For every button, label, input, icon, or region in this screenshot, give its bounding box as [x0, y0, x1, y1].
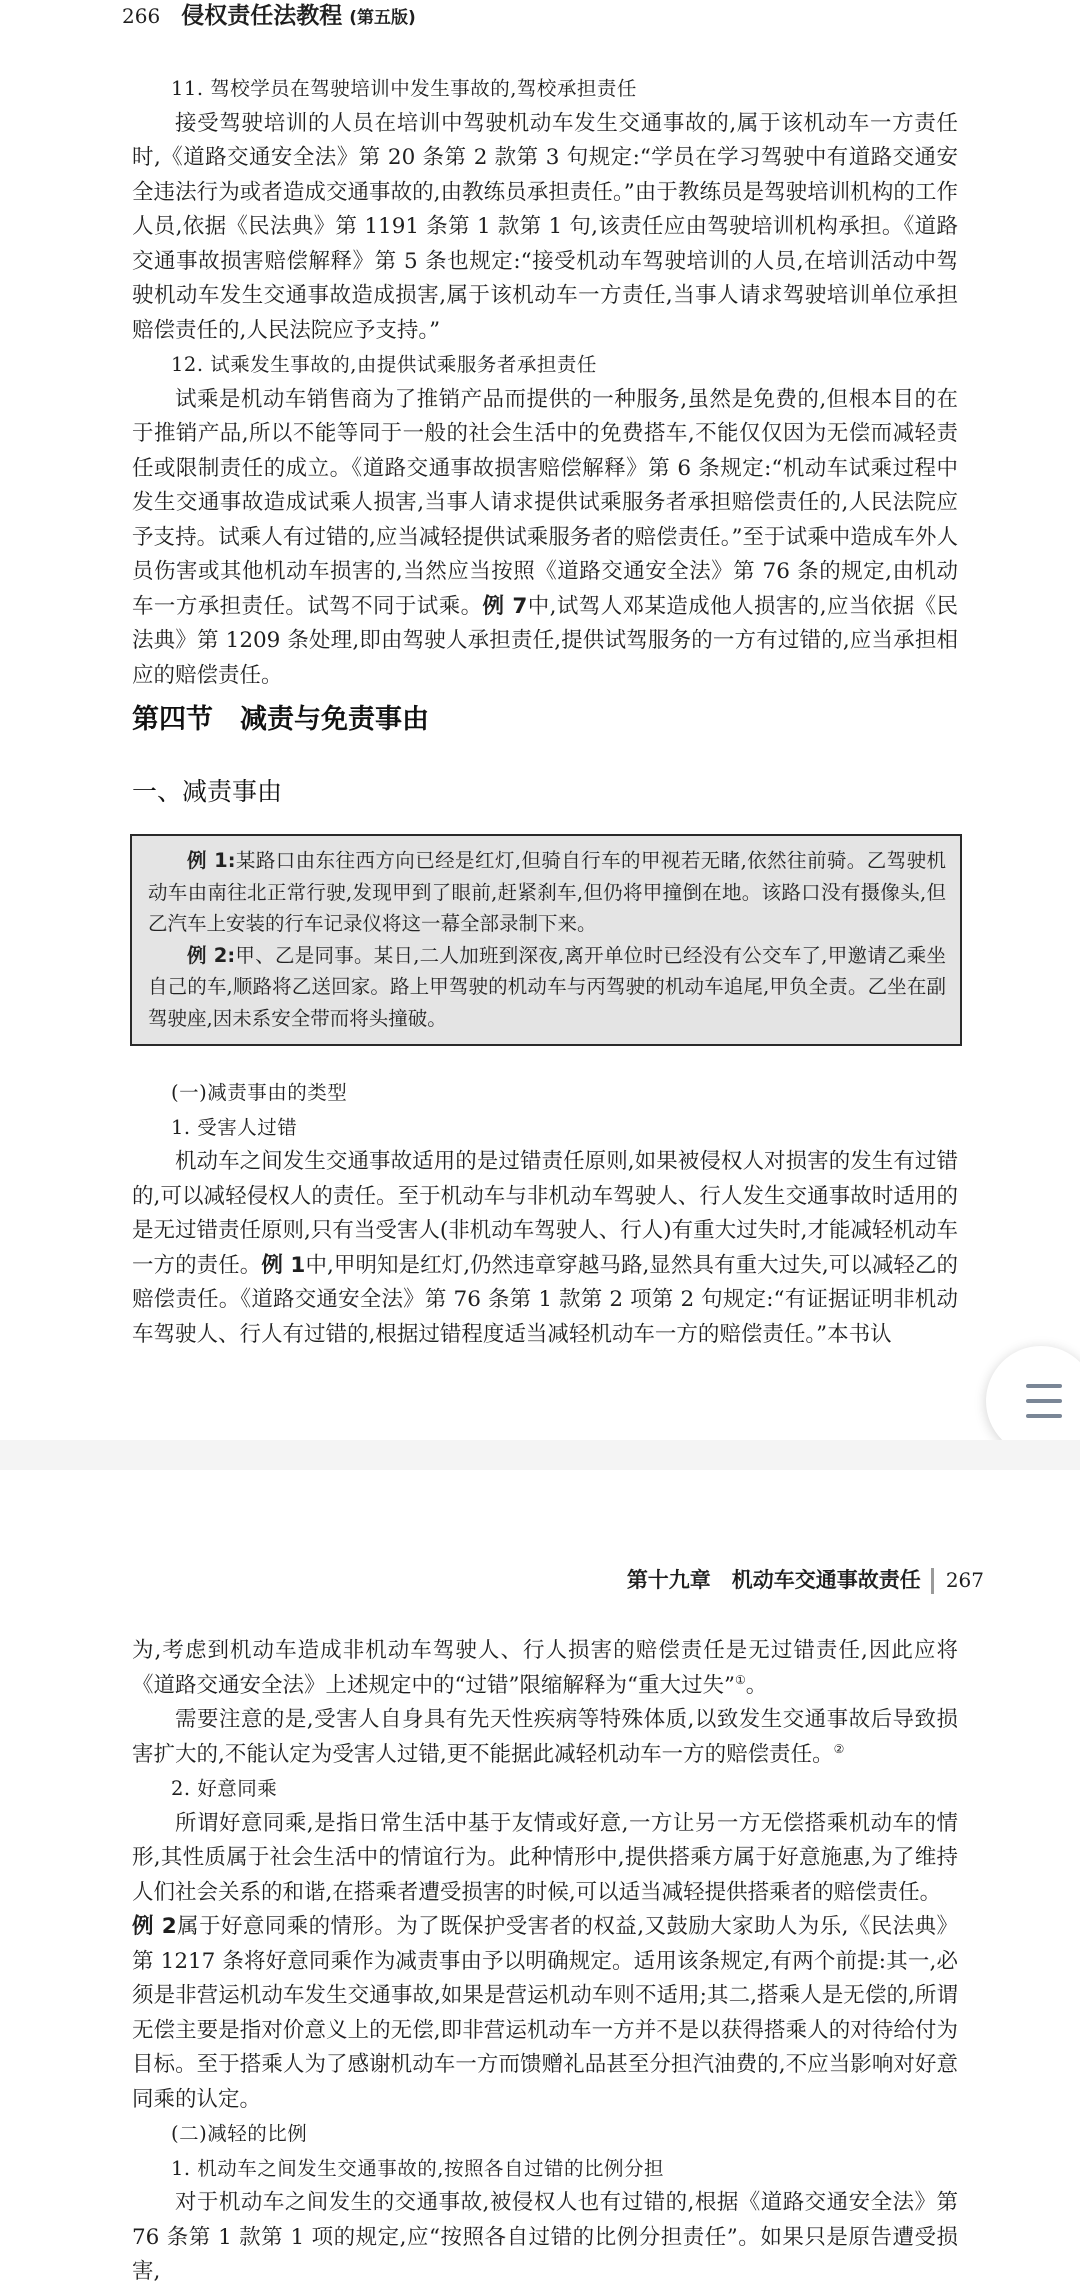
example-ref: 例 1: [261, 1252, 306, 1278]
page-number: 267: [945, 1568, 984, 1592]
item-12-title: 12. 试乘发生事故的,由提供试乘服务者承担责任: [171, 353, 597, 376]
types-heading: (一)减责事由的类型: [171, 1081, 348, 1104]
ratio-paragraph: 对于机动车之间发生的交通事故,被侵权人也有过错的,根据《道路交通安全法》第 76 条第 1 款第 1 项的规定,应“按照各自过错的比例分担责任”。如果只是原告遭受损害,: [132, 2190, 958, 2284]
case-example-box: [130, 834, 962, 1046]
chapter-title: 第十九章 机动车交通事故责任: [626, 1568, 921, 1592]
menu-icon: [1026, 1384, 1062, 1388]
case-example-1: 例 1:某路口由东往西方向已经是红灯,但骑自行车的甲视若无睹,依然往前骑。乙驾驶机动车由南往北正常行驶,发现甲到了眼前,赶紧刹车,但仍将甲撞倒在地。该路口没有摄像头,但乙汽车上安装的行车记录仪将这一幕全部录制下来。: [148, 849, 946, 935]
page-separator: [0, 1440, 1080, 1470]
header-divider: [931, 1568, 934, 1594]
page-header: [627, 1564, 984, 1596]
example-ref: 例 2: [132, 1914, 177, 1939]
body-text: [132, 1634, 958, 2290]
item-11-title: 11. 驾校学员在驾驶培训中发生事故的,驾校承担责任: [171, 77, 637, 100]
page-header: [122, 2, 416, 30]
page-267: [0, 1470, 1080, 2284]
example-ref: 例 7: [482, 593, 528, 619]
case-example-2: 例 2:甲、乙是同事。某日,二人加班到深夜,离开单位时已经没有公交车了,甲邀请乙乘坐自己的车,顺路将乙送回家。路上甲驾驶的机动车与丙驾驶的机动车追尾,甲负全责。乙坐在副驾驶座,因未系安全带而将头撞破。: [148, 943, 946, 1030]
goodwill-paragraph-b: 例 2属于好意同乘的情形。为了既保护受害者的权益,又鼓励大家助人为乐,《民法典》第 1217 条将好意同乘作为减责事由予以明确规定。适用该条规定,有两个前提:其一,必须是非营运机动车发生交通事故,如果是营运机动车则不适用;其二,搭乘人是无偿的,所谓无偿主要是指对价意义上的无偿,即非营运机动车一方并不是以获得搭乘人的对待给付为目标。至于搭乘人为了感谢机动车一方而馈赠礼品甚至分担汽油费的,不应当影响对好意同乘的认定。: [132, 1914, 958, 2112]
book-title: 侵权责任法教程: [181, 3, 343, 29]
footnote-marker[interactable]: ②: [833, 1741, 845, 1756]
continued-paragraph: 为,考虑到机动车造成非机动车驾驶人、行人损害的赔偿责任是无过错责任,因此应将《道路交通安全法》上述规定中的“过错”限缩解释为“重大过失”①。: [132, 1638, 958, 1698]
page-number: 266: [122, 4, 161, 28]
victim-fault-paragraph: 机动车之间发生交通事故适用的是过错责任原则,如果被侵权人对损害的发生有过错的,可以减轻侵权人的责任。至于机动车与非机动车驾驶人、行人发生交通事故时适用的是无过错责任原则,只有当受害人(非机动车驾驶人、行人)有重大过失时,才能减轻机动车一方的责任。例 1中,甲明知是红灯,仍然违章穿越马路,显然具有重大过失,可以减轻乙的赔偿责任。《道路交通安全法》第 76 条第 1 款第 2 项第 2 句规定:“有证据证明非机动车驾驶人、行人有过错的,根据过错程度适当减轻机动车一方的赔偿责任。”本书认: [132, 1149, 958, 1347]
edition-label: (第五版): [349, 8, 416, 28]
victim-fault-heading: 1. 受害人过错: [171, 1115, 298, 1139]
subsection-title: 一、减责事由: [132, 777, 283, 806]
goodwill-heading: 2. 好意同乘: [171, 1777, 278, 1800]
item-12-paragraph: 试乘是机动车销售商为了推销产品而提供的一种服务,虽然是免费的,但根本目的在于推销产品,所以不能等同于一般的社会生活中的免费搭车,不能仅仅因为无偿而减轻责任或限制责任的成立。《道路交通事故损害赔偿解释》第 6 条规定:“机动车试乘过程中发生交通事故造成试乘人损害,当事人请求提供试乘服务者承担赔偿责任的,人民法院应予支持。试乘人有过错的,应当减轻提供试乘服务者的赔偿责任。”至于试乘中造成车外人员伤害或其他机动车损害的,当然应当按照《道路交通安全法》第 76 条的规定,由机动车一方承担责任。试驾不同于试乘。例 7中,试驾人邓某造成他人损害的,应当依据《民法典》第 1209 条处理,即由驾驶人承担责任,提供试驾服务的一方有过错的,应当承担相应的赔偿责任。: [132, 386, 958, 688]
footnote-marker[interactable]: ①: [734, 1672, 746, 1687]
body-text-bottom: [132, 1076, 958, 1352]
goodwill-paragraph-a: 所谓好意同乘,是指日常生活中基于友情或好意,一方让另一方无偿搭乘机动车的情形,其性质属于社会生活中的情谊行为。此种情形中,提供搭乘方属于好意施惠,为了维持人们社会关系的和谐,在搭乘者遭受损害的时候,可以适当减轻提供搭乘者的赔偿责任。: [132, 1810, 958, 1905]
body-text-top: [132, 72, 958, 693]
section-title: 第四节 减责与免责事由: [132, 704, 429, 735]
note-paragraph: 需要注意的是,受害人自身具有先天性疾病等特殊体质,以致发生交通事故后导致损害扩大的,不能认定为受害人过错,更不能据此减轻机动车一方的赔偿责任。②: [132, 1707, 958, 1767]
item-11-paragraph: 接受驾驶培训的人员在培训中驾驶机动车发生交通事故的,属于该机动车一方责任时,《道路交通安全法》第 20 条第 2 款第 3 句规定:“学员在学习驾驶中有道路交通安全违法行为或者造成交通事故的,由教练员承担责任。”由于教练员是驾驶培训机构的工作人员,依据《民法典》第 1191 条第 1 款第 1 句,该责任应由驾驶培训机构承担。《道路交通事故损害赔偿解释》第 5 条也规定:“接受机动车驾驶培训的人员,在培训活动中驾驶机动车发生交通事故造成损害,属于该机动车一方责任,当事人请求驾驶培训单位承担赔偿责任的,人民法院应予支持。”: [132, 110, 958, 343]
ratio-subheading: 1. 机动车之间发生交通事故的,按照各自过错的比例分担: [171, 2156, 665, 2180]
ratio-heading: (二)减轻的比例: [171, 2122, 308, 2145]
